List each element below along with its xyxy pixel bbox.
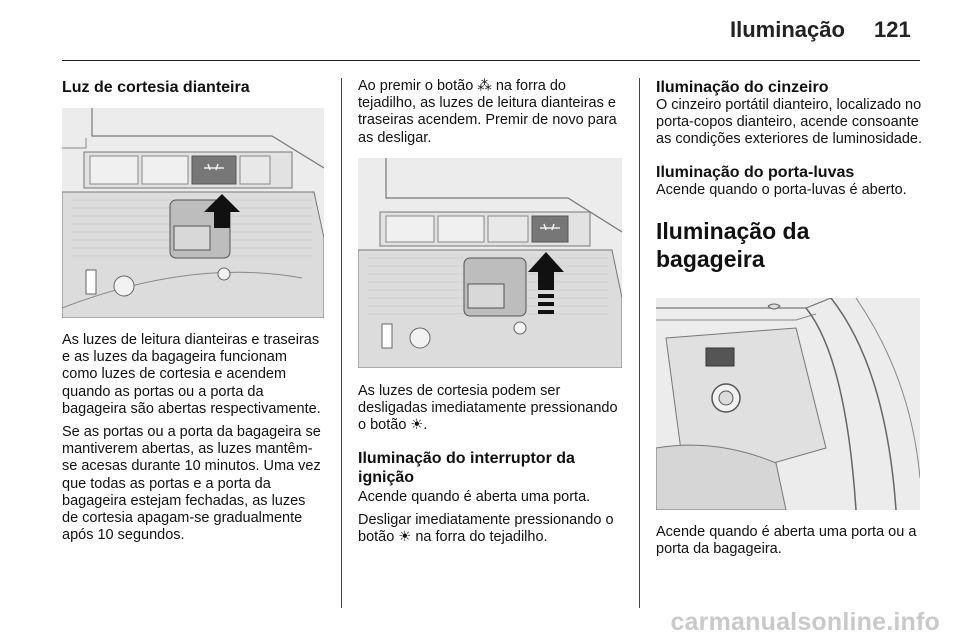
paragraph-courtesy-doors: As luzes de leitura dianteiras e traseiras e as luzes da bagageira funcionam como luzes de cortesia e acendem quando as portas ou a porta da bagageira são abertas respectivamente. <box>62 332 321 417</box>
section-heading-ignition-switch-light: Iluminação do interruptor da ignição <box>358 449 575 486</box>
section-heading-front-courtesy-light: Luz de cortesia dianteira <box>62 79 250 96</box>
luggage-compartment-illustration <box>656 298 920 510</box>
paragraph-reading-lights-button: Ao premir o botão ⁂ na forra do tejadilho, as luzes de leitura dianteiras e traseiras acendem. Premir de novo para as desligar. <box>358 78 617 146</box>
column-divider-1 <box>341 78 342 608</box>
paragraph-ignition-door: Acende quando é aberta uma porta. <box>358 488 591 505</box>
column-1 <box>62 78 324 97</box>
section-heading-glovebox-light: Iluminação do porta-luvas <box>656 163 855 181</box>
column-3-top <box>656 78 922 273</box>
paragraph-ignition-off: Desligar imediatamente pressionando o botão ☀ na forra do tejadilho. <box>358 511 614 546</box>
column-divider-2 <box>639 78 640 608</box>
header-divider <box>62 60 920 61</box>
front-roof-console-illustration <box>62 108 324 318</box>
rear-roof-console-illustration <box>358 158 622 368</box>
roof-console-drawing-1 <box>62 108 324 318</box>
running-header-title: Iluminação <box>730 17 845 42</box>
paragraph-courtesy-timeout: Se as portas ou a porta da bagageira se mantiverem abertas, as luzes mantêm-se acesas durante 10 minutos. Uma vez que todas as portas e a porta da bagageira estejam fechadas, as luzes de cortesia apagam-se gradualmente após 10 segundos. <box>62 424 321 544</box>
paragraph-luggage: Acende quando é aberta uma porta ou a porta da bagageira. <box>656 524 917 558</box>
column-2-top <box>358 78 622 147</box>
roof-console-drawing-2 <box>358 158 622 368</box>
watermark: carmanualsonline.info <box>670 608 940 636</box>
paragraph-ashtray: O cinzeiro portátil dianteiro, localizado no porta-copos dianteiro, acende consoante as condições exteriores de luminosidade. <box>656 97 922 148</box>
luggage-drawing <box>656 298 920 510</box>
column-3-body <box>656 524 922 558</box>
page-number: 121 <box>874 17 911 42</box>
paragraph-courtesy-off: As luzes de cortesia podem ser desligadas imediatamente pressionando o botão ☀. <box>358 383 618 434</box>
paragraph-glovebox: Acende quando o porta-luvas é aberto. <box>656 181 907 198</box>
column-2-body <box>358 383 622 546</box>
column-1-body <box>62 332 324 544</box>
section-title-luggage-light: Iluminação da bagageira <box>656 217 810 272</box>
section-heading-ashtray-light: Iluminação do cinzeiro <box>656 79 829 96</box>
